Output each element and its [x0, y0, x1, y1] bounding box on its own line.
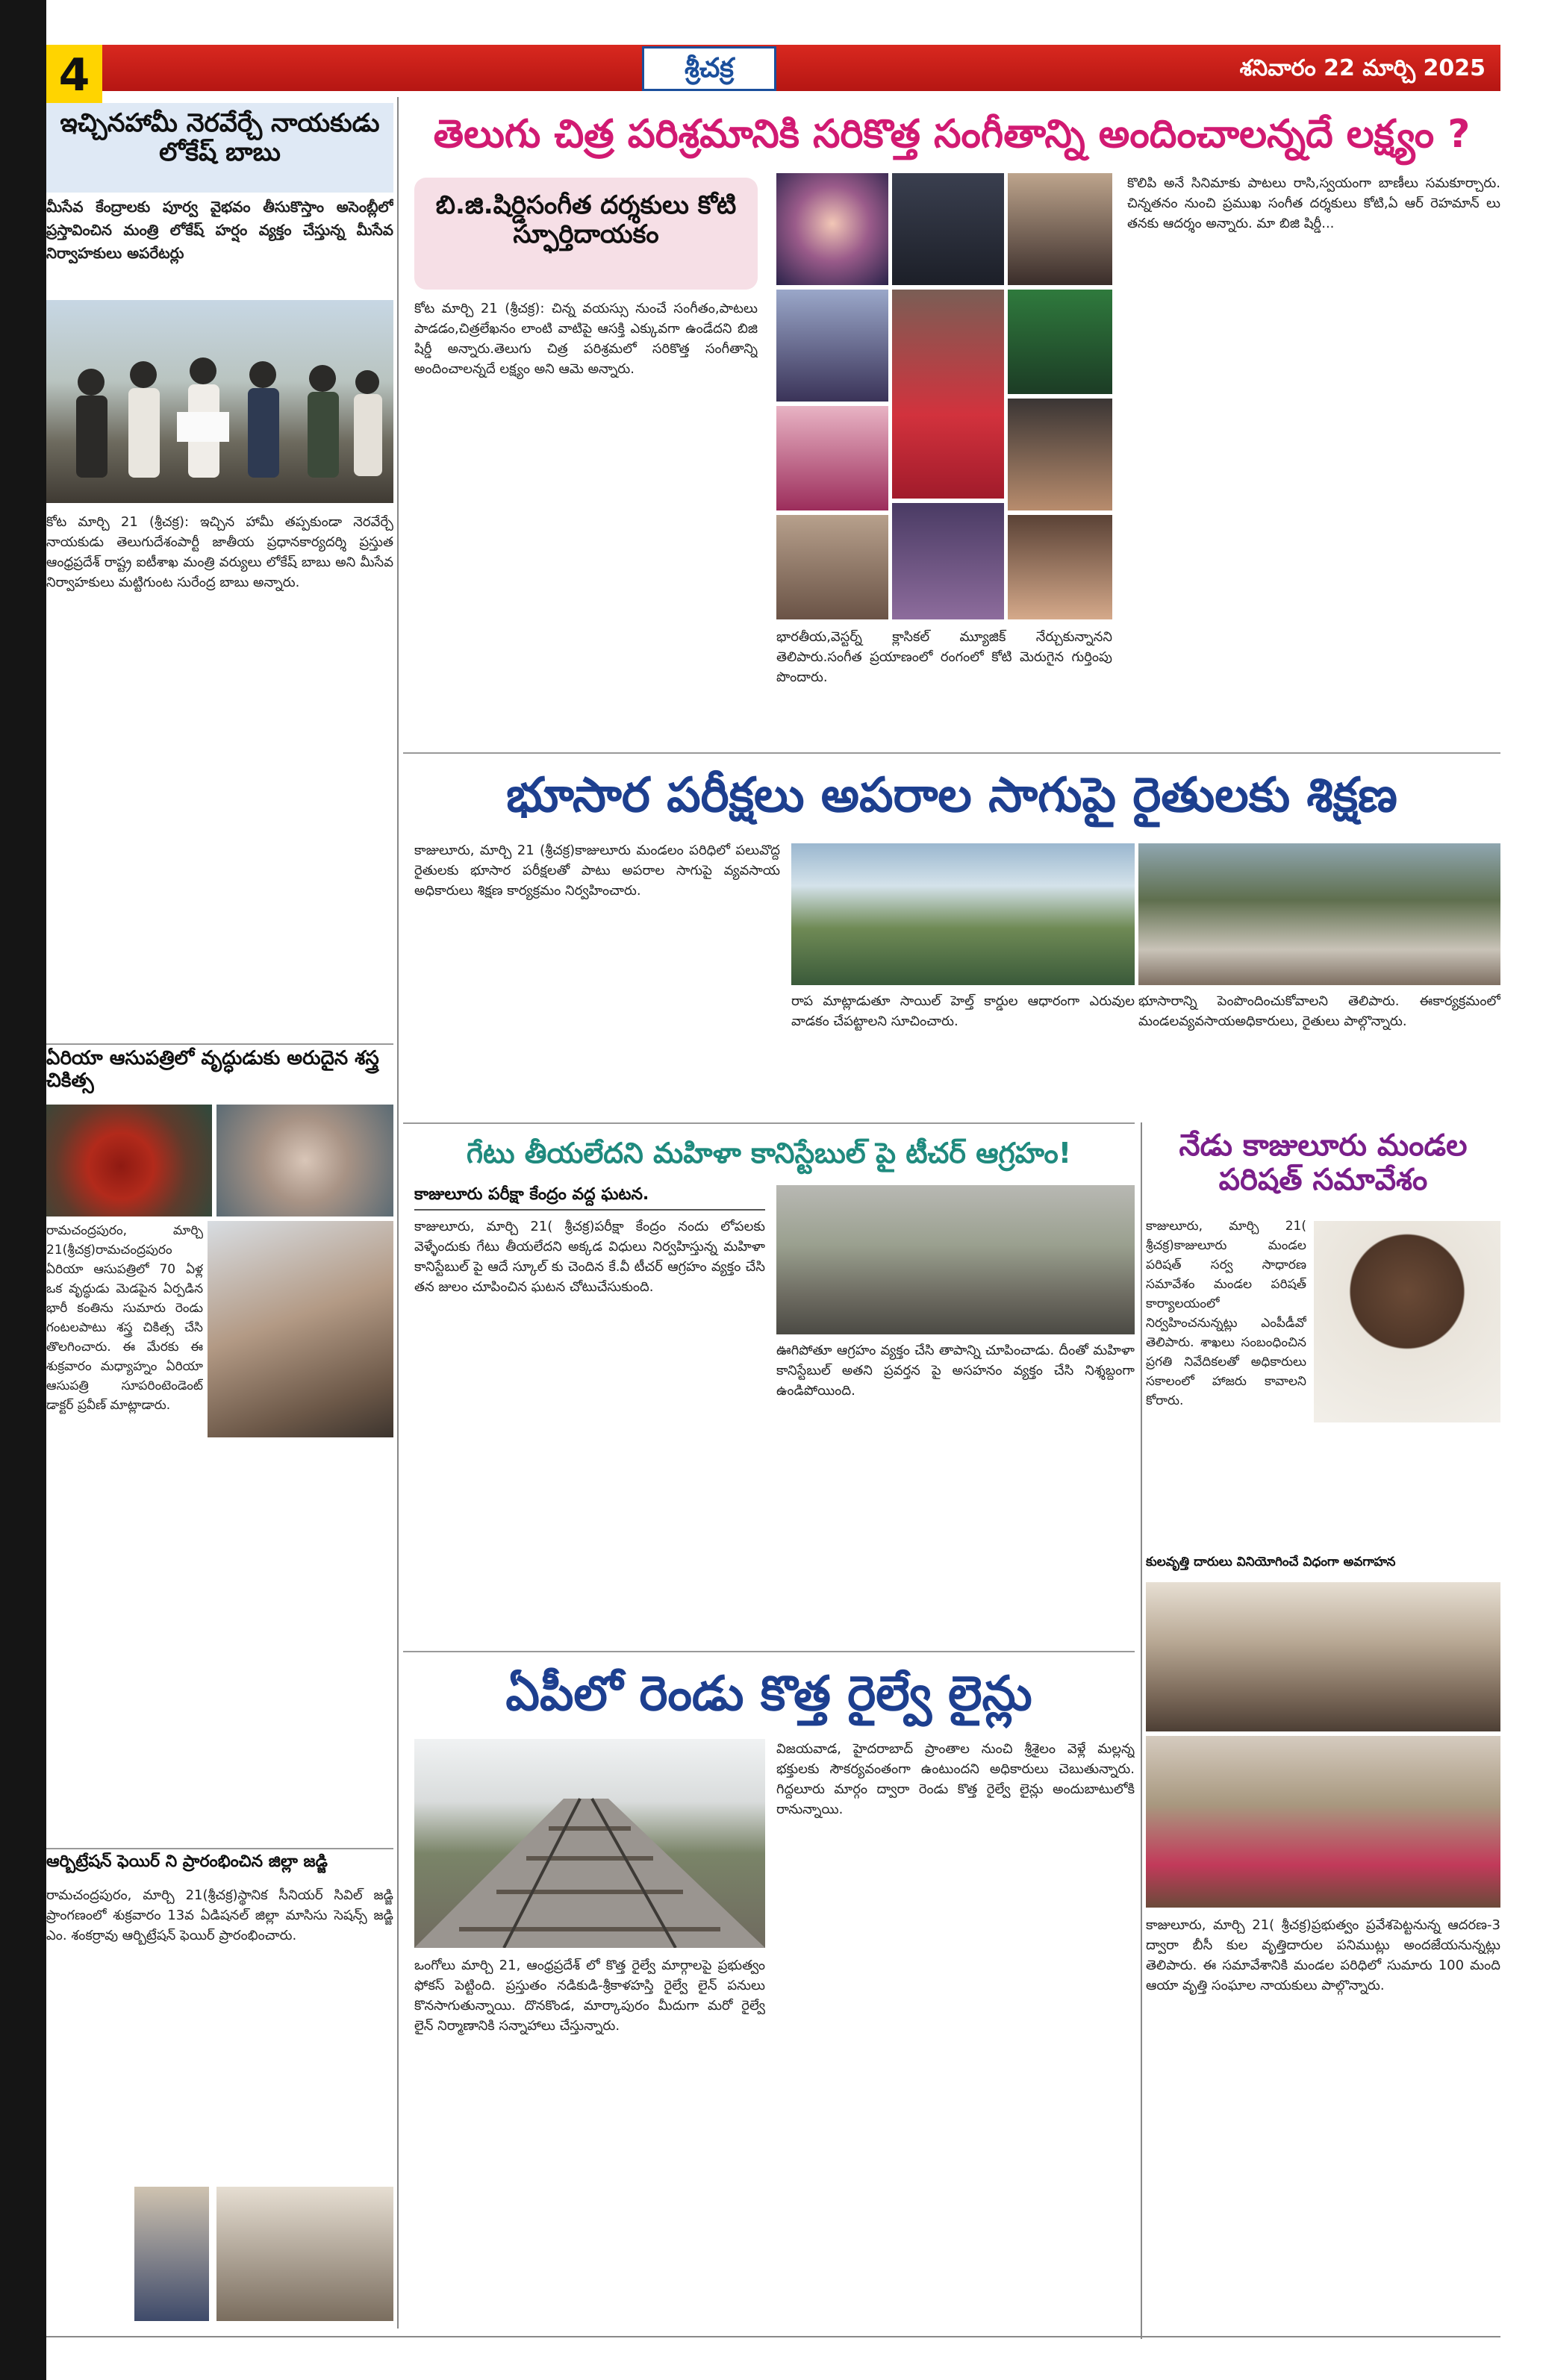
teacher-body-left: కాజులూరు, మార్చి 21( శ్రీచక్ర)పరీక్షా కేంద్రం నందు లోపలకు వెళ్ళేందుకు గేటు తీయలేదని అక్కడ విధులు నిర్వహిస్తున్న మహిళా కానిస్టేబుల్ పై ఆదే స్కూల్ కు చెందిన కే.వీ టీచర్ ఆగ్రహం వ్యక్తం చేసి తన జులం చూపించిన ఘటన చోటుచేసుకుంది.	[414, 1219, 765, 1295]
lead-body-right: కొలిపి అనే సినిమాకు పాటలు రాసి,స్వయంగా బాణీలు సమకూర్చారు. చిన్నతనం నుంచి ప్రముఖ సంగీత దర్శకులు కోటి,ఏ ఆర్ రెహమాన్ లు తనకు ఆదర్శం అన్నారు. మా బిజి షిర్డీ...	[1127, 175, 1500, 231]
teacher-photo	[776, 1185, 1135, 1334]
rail-body-right: విజయవాడ, హైదరాబాద్ ప్రాంతాల నుంచి శ్రీశైలం వెళ్లే మల్లన్న భక్తులకు సౌకర్యవంతంగా ఉంటుందని అధికారులు చెబుతున్నారు. గిద్దలూరు మార్గం ద్వారా రెండు కొత్త రైల్వే లైన్లు అందుబాటులోకి రానున్నాయి.	[776, 1741, 1135, 1817]
singer-photo-3	[1008, 173, 1112, 285]
meeting-hall-photo	[1146, 1582, 1500, 1731]
lead-body-left: కోట మార్చి 21 (శ్రీచక్ర): చిన్న వయస్సు నుంచే సంగీతం,పాటలు పాడడం,చిత్రలేఖనం లాంటి వాటిపై ఆసక్తి ఎక్కువగా ఉండేదని బిజి షిర్డీ అన్నారు.తెలుగు చిత్ర పరిశ్రమలో సరికొత్త సంగీతాన్ని అందించాలన్నదే లక్ష్యం అని ఆమె అన్నారు.	[414, 301, 758, 377]
singer-photo-10	[892, 503, 1004, 619]
farm-photo-1	[791, 843, 1135, 985]
meeting-body: కాజులూరు, మార్చి 21( శ్రీచక్ర)కాజులూరు మండల పరిషత్ సర్వ సాధారణ సమావేశం మండల పరిషత్ కార్యాలయంలో నిర్వహించనున్నట్లు ఎంపీడీవో తెలిపారు. శాఖలు సంబంధించిన ప్రగతి నివేదికలతో అధికారులు సకాలంలో హాజరు కావాలని కోరారు.	[1146, 1219, 1306, 1408]
meeting-headline: నేడు కాజులూరు మండల పరిషత్ సమావేశం	[1179, 1128, 1468, 1197]
singer-photo-4	[776, 290, 888, 402]
singer-photo-7	[776, 406, 888, 510]
singer-photo-9	[776, 515, 888, 619]
surgery-photo-2	[216, 1105, 393, 1216]
lokesh-headline: ఇచ్చినహామీ నెరవేర్చే నాయకుడు లోకేష్ బాబు	[46, 103, 393, 193]
divider	[46, 1043, 393, 1045]
divider	[403, 1122, 1135, 1124]
arbitration-photo-2	[216, 2187, 393, 2321]
surgery-headline: ఏరియా ఆసుపత్రిలో వృద్ధుడుకు అరుదైన శస్త్ర చికిత్స	[46, 1047, 379, 1092]
meeting-body-cont	[1146, 1430, 1500, 1549]
farm-body-left: కాజులూరు, మార్చి 21 (శ్రీచక్ర)కాజులూరు మండలం పరిధిలో పలువొద్ద రైతులకు భూసార పరీక్షలతో పాటు అపరాల సాగుపై వ్యవసాయ అధికారులు శిక్షణ కార్యక్రమం నిర్వహించారు.	[414, 843, 780, 899]
lead-kicker: బి.జి.షిర్డిసంగీత దర్శకులు కోటి స్ఫూర్తిదాయకం	[414, 178, 758, 290]
rail-headline: ఏపీలో రెండు కొత్త రైల్వే లైన్లు	[505, 1667, 1032, 1722]
patient-photo	[208, 1221, 393, 1437]
column-divider	[397, 97, 399, 2329]
lokesh-body: కోట మార్చి 21 (శ్రీచక్ర): ఇచ్చిన హామీ తప్పకుండా నెరవేర్చే నాయకుడు తెలుగుదేశంపార్టీ జాతీయ ప్రధానకార్యదర్శి ప్రస్తుత ఆంధ్రప్రదేశ్ రాష్ట్ర ఐటీశాఖ మంత్రి వర్యులు లోకేష్ బాబు అని మీసేవ నిర్వాహకులు మట్టిగుంట సురేంద్ర బాబు అన్నారు.	[46, 514, 393, 590]
lead-body-mid: భారతీయ,వెస్టర్న్ క్లాసికల్ మ్యూజిక్ నేర్చుకున్నానని తెలిపారు.సంగీత ప్రయాణంలో రంగంలో కోటి మెరుగైన గుర్తింపు పొందారు.	[776, 629, 1112, 685]
railway-track-illustration	[414, 1739, 765, 1948]
column-divider	[1141, 1122, 1142, 2339]
masthead-logo: శ్రీచక్ర	[642, 46, 776, 91]
singer-photo-5	[892, 290, 1004, 499]
lead-headline: తెలుగు చిత్ర పరిశ్రమానికి సరికొత్త సంగీతాన్ని అందించాలన్నదే లక్ష్యం ?	[433, 112, 1471, 157]
black-spine	[0, 0, 46, 2380]
railway-photo	[414, 1739, 765, 1948]
teacher-headline: గేటు తీయలేదని మహిళా కానిస్టేబుల్ పై టీచర్ ఆగ్రహం!	[466, 1137, 1072, 1169]
farm-headline: భూసార పరీక్షలు అపరాల సాగుపై రైతులకు శిక్షణ	[506, 768, 1397, 823]
lokesh-kicker: మీసేవ కేంద్రాలకు పూర్వ వైభవం తీసుకొస్తాం అసెంబ్లీలో ప్రస్తావించిన మంత్రి లోకేష్ హర్షం వ్యక్తం చేస్తున్న మీసేవ నిర్వాహకులు అపరేటర్లు	[46, 198, 393, 262]
surgery-body-left: రామచంద్రపురం, మార్చి 21(శ్రీచక్ర)రామచంద్రపురం ఏరియా ఆసుపత్రిలో 70 ఏళ్ల ఒక వృద్ధుడు మెడపైన ఏర్పడిన భారీ కంతిను సుమారు రెండు గంటలపాటు శస్త్ర చికిత్స చేసి తొలగించారు. ఈ మేరకు ఈ శుక్రవారం మధ్యాహ్నం ఏరియా ఆసుపత్రి సూపరింటెండెంట్ డాక్టర్ ప్రవీణ్ మాట్లాడారు.	[46, 1223, 203, 1413]
singer-photo-8	[1008, 399, 1112, 510]
farm-body-mid: రాప మాట్లాడుతూ సాయిల్ హెల్త్ కార్డుల ఆధారంగా ఎరువుల వాడకం చేపట్టాలని సూచించారు.	[791, 993, 1135, 1029]
meeting-body2: కాజులూరు, మార్చి 21( శ్రీచక్ర)ప్రభుత్వం ప్రవేశపెట్టనున్న ఆదరణ-3 ద్వారా బీసీ కుల వృత్తిదారుల పనిముట్లు అందజేయనున్నట్లు తెలిపారు. ఈ సమావేశానికి మండల పరిధిలో సుమారు 100 మంది ఆయా వృత్తి సంఘాల నాయకులు పాల్గొన్నారు.	[1146, 1917, 1500, 1993]
meeting-kicker2: కులవృత్తి దారులు వినియోగించే విధంగా అవగాహన	[1146, 1555, 1396, 1570]
singer-photo-2	[892, 173, 1004, 285]
farm-body-right: భూసారాన్ని పెంపొందించుకోవాలని తెలిపారు. ఈకార్యక్రమంలో మండలవ్యవసాయఅధికారులు, రైతులు పాల్గొన్నారు.	[1138, 993, 1500, 1029]
singer-photo-6	[1008, 290, 1112, 394]
divider	[403, 1651, 1135, 1652]
mpdo-portrait	[1314, 1221, 1500, 1422]
teacher-kicker: కాజులూరు పరీక్షా కేంద్రం వద్ద ఘటన.	[414, 1185, 765, 1211]
lokesh-photo	[46, 300, 393, 503]
arbitration-body: రామచంద్రపురం, మార్చి 21(శ్రీచక్ర)స్థానిక సీనియర్ సివిల్ జడ్జి ప్రాంగణంలో శుక్రవారం 13వ ఏడిషనల్ జిల్లా మాసిసు సెషన్స్ జడ్జి ఎం. శంకర్రావు ఆర్బిట్రేషన్ ఫెయిర్ ప్రారంభించారు.	[46, 1887, 393, 1943]
bottom-rule	[46, 2336, 1500, 2337]
arbitration-photo-1	[134, 2187, 209, 2321]
divider	[46, 1848, 393, 1849]
divider	[403, 752, 1500, 754]
farm-photo-2	[1138, 843, 1500, 985]
page-number: 4	[46, 45, 102, 106]
surgery-photo-1	[46, 1105, 212, 1216]
singer-photo-11	[1008, 515, 1112, 619]
teacher-body-right: ఊగిపోతూ ఆగ్రహం వ్యక్తం చేసి తాపాన్ని చూపించాడు. దీంతో మహిళా కానిస్టేబుల్ అతని ప్రవర్తన పై అసహనం వ్యక్తం చేసి నిశ్శబ్దంగా ఉండిపోయింది.	[776, 1343, 1135, 1399]
issue-date: శనివారం 22 మార్చి 2025	[1239, 55, 1486, 81]
rail-body-left: ఒంగోలు మార్చి 21, ఆంధ్రప్రదేశ్ లో కొత్త రైల్వే మార్గాలపై ప్రభుత్వం ఫోకస్ పెట్టింది. ప్రస్తుతం నడికుడి-శ్రీకాళహస్తి రైల్వే లైన్ పనులు కొనసాగుతున్నాయి. దొనకొండ, మార్కాపురం మీదుగా మరో రైల్వే లైన్ నిర్మాణానికి సన్నాహాలు చేస్తున్నారు.	[414, 1958, 765, 2034]
meeting-stage-photo	[1146, 1736, 1500, 1908]
singer-photo-1	[776, 173, 888, 285]
arbitration-headline: ఆర్బిట్రేషన్ ఫెయిర్ ని ప్రారంభించిన జిల్లా జడ్జి	[46, 1852, 328, 1871]
people-group-illustration	[46, 300, 393, 503]
